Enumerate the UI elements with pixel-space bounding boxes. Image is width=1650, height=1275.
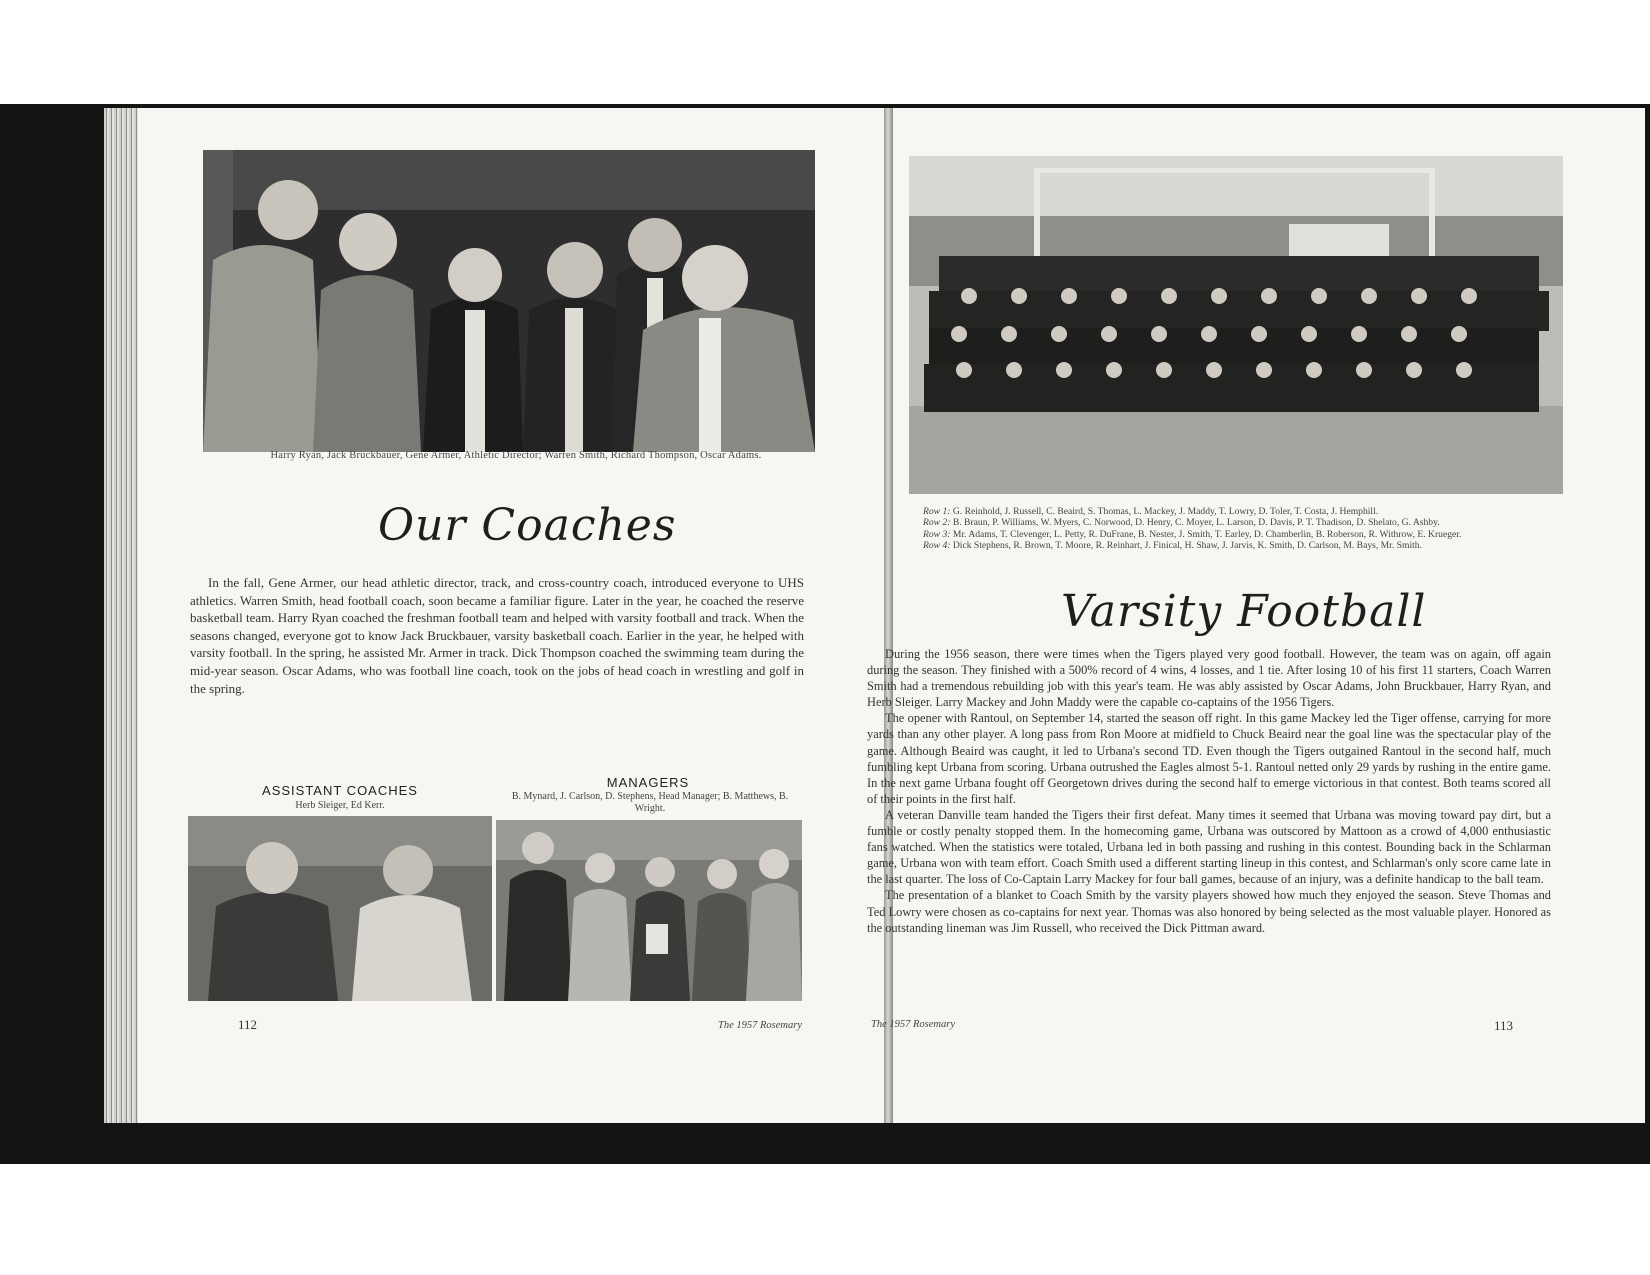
assistant-coaches-names: Herb Sleiger, Ed Kerr.: [295, 800, 385, 811]
coaches-group-photo: [203, 150, 815, 452]
row-3-label: Row 3:: [923, 528, 951, 540]
coaches-photo-caption: Harry Ryan, Jack Bruckbauer, Gene Armer, Athletic Director; Warren Smith, Richard Thompson, Oscar Adams.: [270, 450, 762, 461]
page-title-varsity-football: Varsity Football: [1061, 586, 1427, 637]
page-number-113: 113: [1494, 1018, 1514, 1033]
assistant-coaches-heading: ASSISTANT COACHES: [262, 783, 418, 798]
page-title-our-coaches: Our Coaches: [378, 500, 677, 551]
managers-heading: MANAGERS: [606, 775, 690, 790]
football-paragraph-1: During the 1956 season, there were times when the Tigers played very good football. However, the team was on again, off again during the season. They finished with a 500% record of 4 wins, 4 losses, and 1 tie. After losing 10 of his first 11 starters, Coach Warren Smith had a tremendous rebuilding job with this year's team. He was ably assisted by Oscar Adams, John Bruckbauer, Harry Ryan, and Herb Sleiger. Larry Mackey and John Maddy were the capable co-captains of the 1956 Tigers.: [867, 647, 1551, 710]
team-roster: [911, 506, 1561, 552]
coaches-paragraph: In the fall, Gene Armer, our head athletic director, track, and cross-country coach, introduced everyone to UHS athletics. Warren Smith, head football coach, soon became a familiar figure. Later in the year, he coached the reserve basketball team. Harry Ryan coached the freshman football team and helped with varsity football and track. When the seasons changed, everyone got to know Jack Bruckbauer, varsity basketball coach. Earlier in the year, he helped with varsity football. In the spring, he assisted Mr. Armer in track. Dick Thompson coached the swimming team during the mid-year season. Oscar Adams, who was football line coach, took on the jobs of head coach in wrestling and golf in the spring.: [190, 575, 804, 696]
varsity-team-photo: [909, 156, 1563, 494]
page-number-112: 112: [238, 1017, 258, 1032]
roster-row-2: [911, 517, 1561, 528]
row-2-names: B. Braun, P. Williams, W. Myers, C. Norwood, D. Henry, C. Moyer, L. Larson, D. Davis, P. T. Thadison, D. Shelato, G. Ashby.: [952, 517, 1440, 529]
row-4-names: Dick Stephens, R. Brown, T. Moore, R. Reinhart, J. Finical, H. Shaw, J. Jarvis, K. Smith, D. Carlson, M. Bays, Mr. Smith.: [952, 540, 1422, 552]
football-body-text: [867, 646, 1551, 936]
roster-row-1: [911, 506, 1561, 517]
managers-names: B. Mynard, J. Carlson, D. Stephens, Head Manager; B. Matthews, B. Wright.: [511, 791, 789, 814]
book-spine: [884, 108, 893, 1123]
roster-row-4: [911, 540, 1561, 551]
row-4-label: Row 4:: [923, 540, 951, 552]
football-paragraph-3: A veteran Danville team handed the Tigers their first defeat. Many times it seemed that Urbana was moving toward pay dirt, but a fumble or costly penalty stopped them. In the homecoming game, Urbana was outscored by Mattoon as a crowd of 4,000 enthusiastic fans watched. When the statistics were totaled, Urbana led in both passing and rushing in this contest. Bounding back in the Schlarman game, Urbana won with team effort. Coach Smith used a different starting lineup in this contest, and Schlarman's only score came late in the last quarter. The loss of Co-Captain Larry Mackey for four ball games, because of an injury, was a definite handicap to the ball team.: [867, 807, 1551, 887]
football-paragraph-4: The presentation of a blanket to Coach Smith by the varsity players showed how much they enjoyed the season. Steve Thomas and Ted Lowry were chosen as co-captains for next year. Thomas was also honored by being selected as the most valuable player. Honored as the outstanding lineman was Jim Russell, who received the Dick Pittman award.: [867, 888, 1551, 935]
page-edges: [104, 108, 138, 1123]
right-page: [867, 108, 1645, 1123]
right-page-footer: The 1957 Rosemary: [871, 1019, 955, 1030]
left-page: [138, 108, 884, 1123]
left-page-footer: The 1957 Rosemary: [718, 1020, 802, 1031]
row-3-names: Mr. Adams, T. Clevenger, L. Petty, R. DuFrane, B. Nester, J. Smith, T. Earley, D. Chamberlin, B. Roberson, R. Withrow, E. Krueger.: [952, 528, 1462, 540]
assistant-coaches-photo: [188, 816, 492, 1001]
coaches-body-text: [190, 574, 804, 697]
managers-photo: [496, 820, 802, 1001]
row-1-names: G. Reinhold, J. Russell, C. Beaird, S. Thomas, L. Mackey, J. Maddy, T. Lowry, D. Toler, T. Costa, J. Hemphill.: [952, 506, 1379, 517]
row-2-label: Row 2:: [923, 517, 951, 529]
football-paragraph-2: The opener with Rantoul, on September 14, started the season off right. In this game Mackey led the Tiger offense, carrying for more yards than any other player. A long pass from Ron Moore at midfield to Chuck Beaird near the goal line was the spectacular play of the game. Although Beaird was caught, it led to Urbana's second TD. Even though the Tigers outgained Rantoul in the second half, much fumbling kept Urbana from scoring. Urbana outrushed the Eagles almost 5-1. Rantoul netted only 29 yards by rushing in the entire game. In the next game Urbana fought off Georgetown drives during the second half to emerge victorious in that contest. Both teams scored all of their points in the first half.: [867, 711, 1551, 806]
row-1-label: Row 1:: [923, 506, 951, 517]
roster-row-3: [911, 529, 1561, 540]
